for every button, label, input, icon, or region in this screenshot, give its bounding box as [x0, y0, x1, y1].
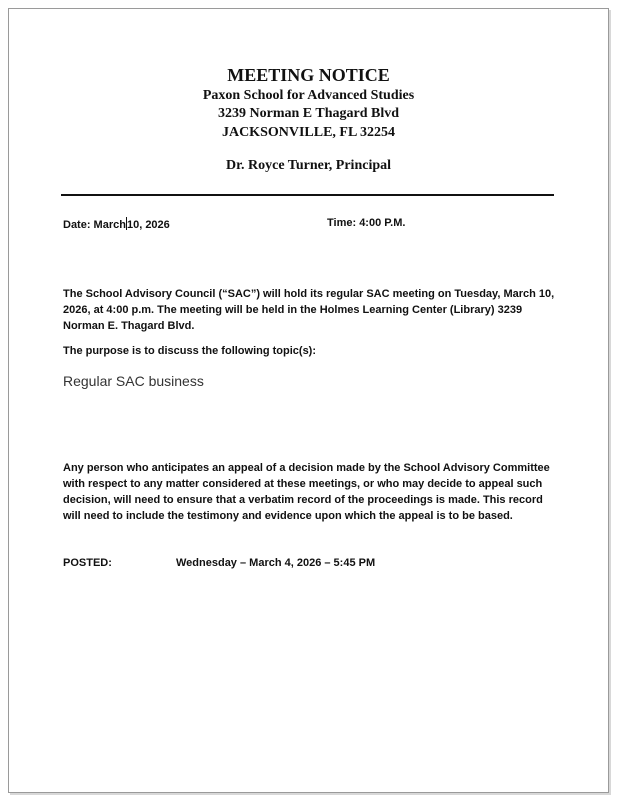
- announcement-paragraph: The School Advisory Council (“SAC”) will hold its regular SAC meeting on Tuesday, March 10, 2026, at 4:00 p.m. The meeting will be held in the Holmes Learning Center (Library) 3239 Norman E. Thagard Blvd.: [63, 288, 555, 332]
- header-divider: [61, 194, 554, 196]
- document-page: [8, 8, 609, 793]
- notice-title: MEETING NOTICE: [227, 65, 390, 85]
- purpose-line: The purpose is to discuss the following topic(s):: [63, 345, 317, 357]
- meeting-time: Time: 4:00 P.M.: [327, 217, 406, 229]
- date-prefix: Date: March: [63, 219, 126, 231]
- posted-label: POSTED:: [63, 557, 112, 569]
- appeal-paragraph: Any person who anticipates an appeal of a decision made by the School Advisory Committee with respect to any matter considered at these meetings, or who may decide to appeal such decision, will need to ensure that a verbatim record of the proceedings is made. This record will need to include the testimony and evidence upon which the appeal is to be based.: [63, 462, 550, 522]
- posted-date: Wednesday – March 4, 2026 – 5:45 PM: [176, 557, 376, 569]
- school-city: JACKSONVILLE, FL 32254: [221, 125, 396, 140]
- school-name: Paxon School for Advanced Studies: [202, 88, 415, 103]
- topic-item: Regular SAC business: [63, 373, 204, 389]
- meeting-date[interactable]: [63, 217, 170, 231]
- date-suffix: 10, 2026: [126, 219, 170, 231]
- school-address: 3239 Norman E Thagard Blvd: [218, 106, 399, 121]
- principal-name: Dr. Royce Turner, Principal: [225, 158, 392, 173]
